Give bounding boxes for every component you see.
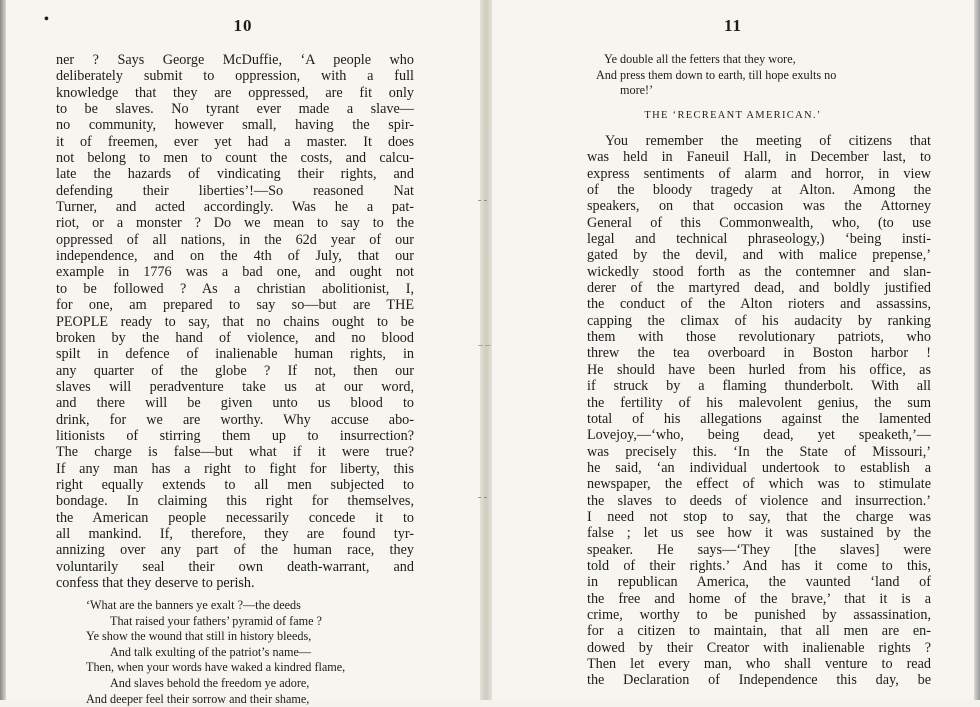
text-line: annizing over any part of the human race, they xyxy=(56,542,414,559)
text-line: late the hazards of vindicating their rights, and xyxy=(56,166,414,183)
text-line: of the bloody tragedy at Alton. Among the xyxy=(587,182,931,199)
text-line: no community, however small, having the spir- xyxy=(56,117,414,134)
right-body-text xyxy=(587,133,931,689)
text-line: You remember the meeting of citizens that xyxy=(605,133,931,149)
text-line: bondage. In claiming this right for themselves, xyxy=(56,493,414,510)
text-line: deliberately submit to oppression, with a full xyxy=(56,68,414,85)
text-line: right equally extends to all men subjected to xyxy=(56,476,414,493)
left-body-text xyxy=(56,52,414,591)
text-line: the conduct of the Alton rioters and assassins, xyxy=(587,296,931,313)
right-verse xyxy=(596,52,944,99)
text-line: voluntarily seal their own death-warrant, and xyxy=(56,558,414,575)
text-line: example in 1776 was a bad one, and ought not xyxy=(56,264,414,281)
text-line: independence, and on the 4th of July, that our xyxy=(56,248,414,265)
text-line: litionists of stirring them up to insurrection? xyxy=(56,427,414,444)
verse-line: ‘What are the banners ye exalt ?—the deeds xyxy=(86,598,301,612)
gutter-mark: - - xyxy=(478,492,488,503)
verse-line: And deeper feel their sorrow and their shame, xyxy=(86,691,310,706)
text-line: The charge is false—but what if it were true? xyxy=(56,444,414,461)
text-line: speakers, on that occasion was the Attorney xyxy=(587,198,931,215)
text-line: false ; let us see how it was sustained by the xyxy=(587,525,931,542)
text-line: capping the climax of his audacity by ranking xyxy=(587,312,931,329)
text-line: broken by the hand of violence, and no blood xyxy=(56,329,414,346)
section-heading: THE ‘RECREANT AMERICAN.’ xyxy=(644,110,822,121)
text-line: if struck by a flaming thunderbolt. With all xyxy=(587,378,931,395)
text-line: ner ? Says George McDuffie, ‘A people who xyxy=(56,52,414,68)
verse-line: And slaves behold the freedom ye adore, xyxy=(110,675,310,690)
text-line: derer of the martyred dead, and boldly justified xyxy=(587,280,931,297)
verse-line: Ye show the wound that still in history bleeds, xyxy=(86,629,312,644)
right-page xyxy=(492,0,974,700)
text-line: legal and technical phraseology,) ‘being insti- xyxy=(587,231,931,248)
text-line: for a citizen to maintain, that all men are en- xyxy=(587,623,931,640)
text-line: in republican America, the vaunted ‘land of xyxy=(587,574,931,591)
page-number-left: 10 xyxy=(233,16,253,35)
text-line: defending their liberties’!—So reasoned Nat xyxy=(56,182,414,199)
right-page-edge xyxy=(974,0,980,700)
text-line: He should have been hurled from his office, as xyxy=(587,361,931,378)
corner-mark: • xyxy=(44,12,49,27)
verse-line: And press them down to earth, till hope exults no xyxy=(596,67,837,82)
text-line: wickedly stood forth as the contemner and slan- xyxy=(587,263,931,280)
text-line: the free and home of the brave,’ that it is a xyxy=(587,590,931,607)
text-line: knowledge that they are oppressed, are fit only xyxy=(56,84,414,101)
text-line: drink, for we are worthy. Why accuse abo- xyxy=(56,411,414,428)
text-line: the fertility of his malevolent genius, the sum xyxy=(587,394,931,411)
left-verse xyxy=(86,598,426,707)
gutter-mark: – – xyxy=(478,340,491,351)
text-line: If any man has a right to fight for liberty, this xyxy=(56,460,414,477)
text-line: it of freemen, ever yet had a master. It does xyxy=(56,133,414,150)
text-line: spilt in defence of inalienable human rights, in xyxy=(56,346,414,363)
text-line: Then let every man, who shall venture to read xyxy=(587,656,931,672)
left-page xyxy=(6,0,480,706)
text-line: the slaves to deeds of violence and insurrection.’ xyxy=(587,492,931,509)
text-line: gated by the devil, and with malice prepense,’ xyxy=(587,247,931,264)
text-line: oppressed of all nations, in the 62d year of our xyxy=(56,231,414,248)
page-number-right: 11 xyxy=(723,16,743,35)
text-line: express sentiments of alarm and horror, in view xyxy=(587,165,931,182)
text-line: confess that they deserve to perish. xyxy=(56,575,255,591)
text-line: was precisely this. ‘In the State of Missouri,’ xyxy=(587,443,931,460)
text-line: any quarter of the globe ? If not, then our xyxy=(56,362,414,379)
text-line: not belong to men to count the costs, and calcu- xyxy=(56,150,414,167)
text-line: for one, am prepared to say so—but are THE xyxy=(56,297,414,314)
text-line: to be followed ? As a christian abolitionist, I, xyxy=(56,280,414,297)
text-line: speaker. He says—‘They [the slaves] were xyxy=(587,541,931,558)
text-line: and there will be given unto us blood to xyxy=(56,395,414,412)
text-line: threw the tea overboard in Boston harbor ! xyxy=(587,345,931,362)
text-line: Lovejoy,—‘who, being dead, yet speaketh,’— xyxy=(587,427,931,444)
text-line: PEOPLE ready to say, that no chains ought to be xyxy=(56,313,414,330)
verse-line: That raised your fathers’ pyramid of fame ? xyxy=(110,613,322,628)
verse-line: And talk exulting of the patriot’s name— xyxy=(110,644,312,659)
text-line: to be slaves. No tyrant ever made a slave— xyxy=(56,101,414,118)
text-line: riot, or a monster ? Do we mean to say to the xyxy=(56,215,414,232)
text-line: newspaper, the effect of which was to stimulate xyxy=(587,476,931,493)
text-line: I need not stop to say, that the charge was xyxy=(587,508,931,525)
text-line: them with those revolutionary patriots, who xyxy=(587,329,931,346)
text-line: the Declaration of Independence this day, be xyxy=(587,672,931,689)
text-line: told of their rights.’ And has it come to this, xyxy=(587,557,931,574)
text-line: Turner, and acted accordingly. Was he a pat- xyxy=(56,199,414,216)
gutter-mark: - - xyxy=(478,195,488,206)
text-line: the American people necessarily concede it to xyxy=(56,509,414,526)
verse-line: more!’ xyxy=(620,83,654,98)
verse-line: Then, when your words have waked a kindred flame, xyxy=(86,660,346,675)
text-line: total of his allegations against the lamented xyxy=(587,410,931,427)
text-line: he said, ‘an individual undertook to establish a xyxy=(587,459,931,476)
text-line: was held in Faneuil Hall, in December last, to xyxy=(587,149,931,166)
text-line: dowed by their Creator with inalienable rights ? xyxy=(587,639,931,656)
text-line: all mankind. If, therefore, they are found tyr- xyxy=(56,525,414,542)
verse-line: Ye double all the fetters that they wore, xyxy=(604,52,796,66)
text-line: slaves will peradventure take us at our word, xyxy=(56,378,414,395)
text-line: crime, worthy to be punished by assassination, xyxy=(587,606,931,623)
text-line: General of this Commonwealth, who, (to use xyxy=(587,214,931,231)
